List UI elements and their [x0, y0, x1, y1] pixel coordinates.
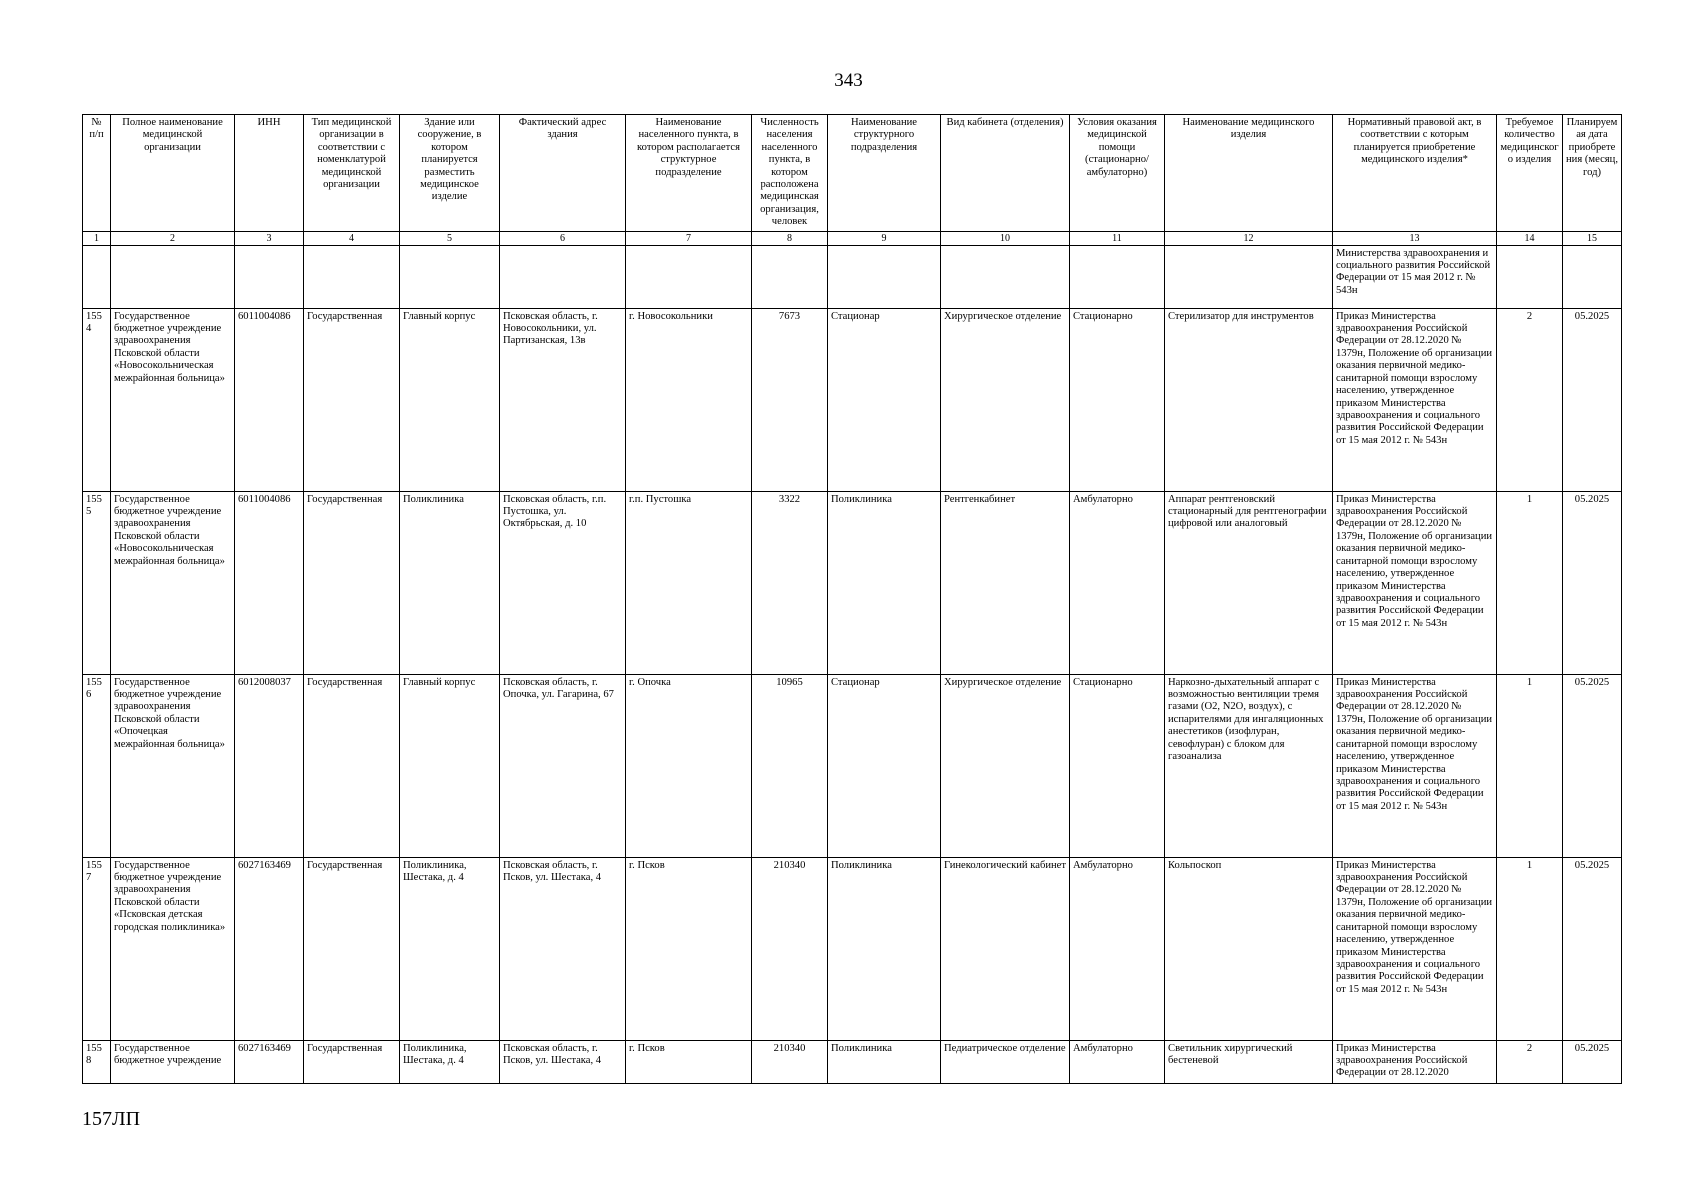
org-name: Государственное бюджетное учреждение здравоохранения Псковской области «Новосокольническая межрайонная больница» — [111, 491, 235, 674]
structural-unit: Поликлиника — [828, 857, 941, 1040]
table-cell — [1563, 245, 1622, 308]
device-name: Кольпоскоп — [1165, 857, 1333, 1040]
page-number: 343 — [834, 70, 863, 91]
quantity: 1 — [1497, 857, 1563, 1040]
header-row — [83, 115, 1622, 232]
column-number: 9 — [828, 231, 941, 245]
row-number: 1557 — [83, 857, 111, 1040]
column-number: 8 — [752, 231, 828, 245]
header-cell: Планируемая дата приобретения (месяц, год) — [1563, 115, 1622, 232]
table-row — [83, 857, 1622, 1040]
header-cell: Фактический адрес здания — [500, 115, 626, 232]
header-cell: Вид кабинета (отделения) — [941, 115, 1070, 232]
population: 7673 — [752, 308, 828, 491]
medical-equipment-table — [82, 114, 1622, 1084]
header-cell: Полное наименование медицинской организации — [111, 115, 235, 232]
legal-act: Приказ Министерства здравоохранения Российской Федерации от 28.12.2020 № 1379н, Положение об организации оказания первичной медико-санитарной помощи взрослому населению, утвержденное приказом Министерства здравоохранения и социального развития Российской Федерации от 15 мая 2012 г. № 543н — [1333, 674, 1497, 857]
building: Поликлиника — [400, 491, 500, 674]
table-cell — [111, 245, 235, 308]
planned-date: 05.2025 — [1563, 674, 1622, 857]
row-number: 1556 — [83, 674, 111, 857]
address: Псковская область, г. Новосокольники, ул. Партизанская, 13в — [500, 308, 626, 491]
address: Псковская область, г.п. Пустошка, ул. Октябрьская, д. 10 — [500, 491, 626, 674]
care-conditions: Амбулаторно — [1070, 1040, 1165, 1083]
row-number: 1558 — [83, 1040, 111, 1083]
planned-date: 05.2025 — [1563, 857, 1622, 1040]
table-cell — [235, 245, 304, 308]
org-type: Государственная — [304, 857, 400, 1040]
address: Псковская область, г. Псков, ул. Шестака, 4 — [500, 857, 626, 1040]
room-type: Гинекологический кабинет — [941, 857, 1070, 1040]
header-cell: Требуемое количество медицинского изделия — [1497, 115, 1563, 232]
device-name: Наркозно-дыхательный аппарат с возможностью вентиляции тремя газами (O2, N2O, воздух), с испарителями для ингаляционных анестетиков (изофлуран, севофлуран) с блоком для газоанализа — [1165, 674, 1333, 857]
header-cell: Нормативный правовой акт, в соответствии с которым планируется приобретение медицинского изделия* — [1333, 115, 1497, 232]
continuation-act-cell: Министерства здравоохранения и социального развития Российской Федерации от 15 мая 2012 г. № 543н — [1333, 245, 1497, 308]
population: 10965 — [752, 674, 828, 857]
settlement: г. Новосокольники — [626, 308, 752, 491]
care-conditions: Амбулаторно — [1070, 491, 1165, 674]
header-cell: Наименование структурного подразделения — [828, 115, 941, 232]
legal-act: Приказ Министерства здравоохранения Российской Федерации от 28.12.2020 № 1379н, Положение об организации оказания первичной медико-санитарной помощи взрослому населению, утвержденное приказом Министерства здравоохранения и социального развития Российской Федерации от 15 мая 2012 г. № 543н — [1333, 857, 1497, 1040]
structural-unit: Поликлиника — [828, 491, 941, 674]
quantity: 2 — [1497, 308, 1563, 491]
care-conditions: Стационарно — [1070, 308, 1165, 491]
planned-date: 05.2025 — [1563, 491, 1622, 674]
inn: 6011004086 — [235, 308, 304, 491]
building: Поликлиника, Шестака, д. 4 — [400, 857, 500, 1040]
table-cell — [83, 245, 111, 308]
header-cell: Здание или сооружение, в котором планируется разместить медицинское изделие — [400, 115, 500, 232]
table-cell — [400, 245, 500, 308]
inn: 6027163469 — [235, 1040, 304, 1083]
column-number: 2 — [111, 231, 235, 245]
table-cell — [626, 245, 752, 308]
care-conditions: Амбулаторно — [1070, 857, 1165, 1040]
column-number: 13 — [1333, 231, 1497, 245]
header-cell: Наименование населенного пункта, в котором располагается структурное подразделение — [626, 115, 752, 232]
table-cell — [1165, 245, 1333, 308]
column-number: 3 — [235, 231, 304, 245]
table-row — [83, 674, 1622, 857]
continuation-row — [83, 245, 1622, 308]
column-number: 4 — [304, 231, 400, 245]
header-cell: № п/п — [83, 115, 111, 232]
settlement: г. Псков — [626, 1040, 752, 1083]
table-cell — [500, 245, 626, 308]
settlement: г. Псков — [626, 857, 752, 1040]
planned-date: 05.2025 — [1563, 1040, 1622, 1083]
org-type: Государственная — [304, 1040, 400, 1083]
header-cell: Тип медицинской организации в соответствии с номенклатурой медицинской организации — [304, 115, 400, 232]
inn: 6012008037 — [235, 674, 304, 857]
legal-act: Приказ Министерства здравоохранения Российской Федерации от 28.12.2020 № 1379н, Положение об организации оказания первичной медико-санитарной помощи взрослому населению, утвержденное приказом Министерства здравоохранения и социального развития Российской Федерации от 15 мая 2012 г. № 543н — [1333, 491, 1497, 674]
org-name: Государственное бюджетное учреждение здравоохранения Псковской области «Опочецкая межрайонная больница» — [111, 674, 235, 857]
header-cell: ИНН — [235, 115, 304, 232]
inn: 6011004086 — [235, 491, 304, 674]
address: Псковская область, г. Псков, ул. Шестака, 4 — [500, 1040, 626, 1083]
population: 210340 — [752, 1040, 828, 1083]
room-type: Рентгенкабинет — [941, 491, 1070, 674]
quantity: 1 — [1497, 491, 1563, 674]
device-name: Светильник хирургический бестеневой — [1165, 1040, 1333, 1083]
legal-act: Приказ Министерства здравоохранения Российской Федерации от 28.12.2020 — [1333, 1040, 1497, 1083]
device-name: Стерилизатор для инструментов — [1165, 308, 1333, 491]
row-number: 1555 — [83, 491, 111, 674]
column-number: 11 — [1070, 231, 1165, 245]
device-name: Аппарат рентгеновский стационарный для рентгенографии цифровой или аналоговый — [1165, 491, 1333, 674]
inn: 6027163469 — [235, 857, 304, 1040]
document-code: 157ЛП — [82, 1108, 141, 1130]
table-row — [83, 1040, 1622, 1083]
column-number-row — [83, 231, 1622, 245]
column-number: 7 — [626, 231, 752, 245]
org-name: Государственное бюджетное учреждение здравоохранения Псковской области «Псковская детская городская поликлиника» — [111, 857, 235, 1040]
legal-act: Приказ Министерства здравоохранения Российской Федерации от 28.12.2020 № 1379н, Положение об организации оказания первичной медико-санитарной помощи взрослому населению, утвержденное приказом Министерства здравоохранения и социального развития Российской Федерации от 15 мая 2012 г. № 543н — [1333, 308, 1497, 491]
room-type: Педиатрическое отделение — [941, 1040, 1070, 1083]
column-number: 14 — [1497, 231, 1563, 245]
column-number: 1 — [83, 231, 111, 245]
table-cell — [1497, 245, 1563, 308]
column-number: 5 — [400, 231, 500, 245]
table-cell — [1070, 245, 1165, 308]
table-cell — [752, 245, 828, 308]
header-cell: Условия оказания медицинской помощи (стационарно/ амбулаторно) — [1070, 115, 1165, 232]
header-cell: Численность населения населенного пункта, в котором расположена медицинская организация, человек — [752, 115, 828, 232]
quantity: 1 — [1497, 674, 1563, 857]
quantity: 2 — [1497, 1040, 1563, 1083]
planned-date: 05.2025 — [1563, 308, 1622, 491]
structural-unit: Стационар — [828, 674, 941, 857]
settlement: г. Опочка — [626, 674, 752, 857]
building: Главный корпус — [400, 308, 500, 491]
column-number: 10 — [941, 231, 1070, 245]
org-name: Государственное бюджетное учреждение здравоохранения Псковской области «Новосокольническая межрайонная больница» — [111, 308, 235, 491]
address: Псковская область, г. Опочка, ул. Гагарина, 67 — [500, 674, 626, 857]
table-row — [83, 491, 1622, 674]
population: 3322 — [752, 491, 828, 674]
row-number: 1554 — [83, 308, 111, 491]
header-cell: Наименование медицинского изделия — [1165, 115, 1333, 232]
building: Главный корпус — [400, 674, 500, 857]
table-cell — [941, 245, 1070, 308]
org-type: Государственная — [304, 308, 400, 491]
org-type: Государственная — [304, 674, 400, 857]
population: 210340 — [752, 857, 828, 1040]
table-row — [83, 308, 1622, 491]
structural-unit: Стационар — [828, 308, 941, 491]
room-type: Хирургическое отделение — [941, 674, 1070, 857]
column-number: 6 — [500, 231, 626, 245]
room-type: Хирургическое отделение — [941, 308, 1070, 491]
table-cell — [828, 245, 941, 308]
column-number: 12 — [1165, 231, 1333, 245]
org-name: Государственное бюджетное учреждение — [111, 1040, 235, 1083]
table-cell — [304, 245, 400, 308]
column-number: 15 — [1563, 231, 1622, 245]
structural-unit: Поликлиника — [828, 1040, 941, 1083]
settlement: г.п. Пустошка — [626, 491, 752, 674]
org-type: Государственная — [304, 491, 400, 674]
care-conditions: Стационарно — [1070, 674, 1165, 857]
building: Поликлиника, Шестака, д. 4 — [400, 1040, 500, 1083]
